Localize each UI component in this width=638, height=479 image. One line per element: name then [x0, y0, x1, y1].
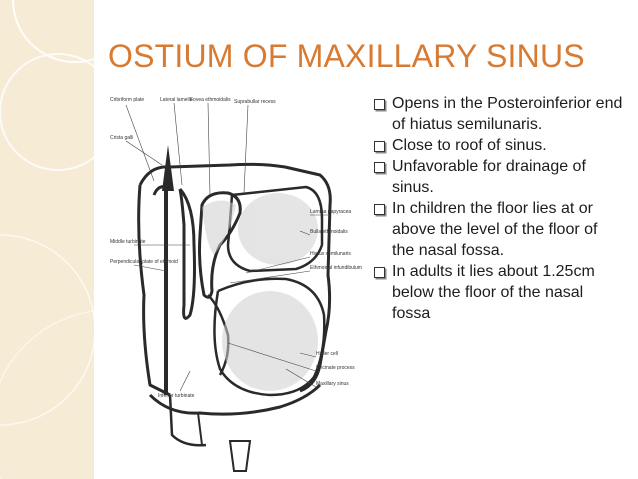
tooth-shape — [230, 441, 250, 471]
decorative-arcs — [0, 0, 94, 479]
label-inferior-turbinate: Inferior turbinate — [158, 393, 195, 399]
label-maxillary-sinus: Maxillary sinus — [316, 381, 349, 387]
label-uncinate-process: Uncinate process — [316, 365, 355, 371]
bullet-item: Unfavorable for drainage of sinus. — [374, 156, 624, 198]
checkbox-bullet-icon — [374, 267, 385, 278]
checkbox-bullet-icon — [374, 162, 385, 173]
checkbox-bullet-icon — [374, 141, 385, 152]
label-haller-cell: Haller cell — [316, 351, 338, 357]
label-middle-turbinate: Middle turbinate — [110, 239, 146, 245]
slide-title: OSTIUM OF MAXILLARY SINUS — [108, 38, 585, 74]
bullet-item: In adults it lies about 1.25cm below the floor of the nasal fossa — [374, 261, 624, 324]
label-hiatus-semilunaris: Hiatus semilunaris — [310, 251, 351, 257]
label-bulla-ethmoidalis: Bulla ethmoidalis — [310, 229, 348, 235]
label-lamina-papyracea: Lamina papyracea — [310, 209, 352, 215]
bullet-list — [374, 93, 624, 324]
label-ethmoidal-infundibulum: Ethmoidal infundibulum — [310, 265, 362, 271]
label-lateral-lamella: Lateral lamella — [160, 97, 193, 103]
label-cribriform-plate: Cribriform plate — [110, 97, 145, 103]
coronal-sinus-diagram — [110, 95, 366, 473]
bullet-item: In children the floor lies at or above the level of the floor of the nasal fossa. — [374, 198, 624, 261]
label-crista-galli: Crista galli — [110, 135, 134, 141]
bullet-item: Opens in the Posteroinferior end of hiatus semilunaris. — [374, 93, 624, 135]
bullet-item: Close to roof of sinus. — [374, 135, 624, 156]
label-fovea-ethmoidalis: Fovea ethmoidalis — [190, 97, 231, 103]
checkbox-bullet-icon — [374, 204, 385, 215]
decorative-side-band — [0, 0, 94, 479]
label-suprabullar-recess: Suprabullar recess — [234, 99, 276, 105]
label-perpendicular-plate: Perpendicular plate of ethmoid — [110, 259, 178, 265]
checkbox-bullet-icon — [374, 99, 385, 110]
